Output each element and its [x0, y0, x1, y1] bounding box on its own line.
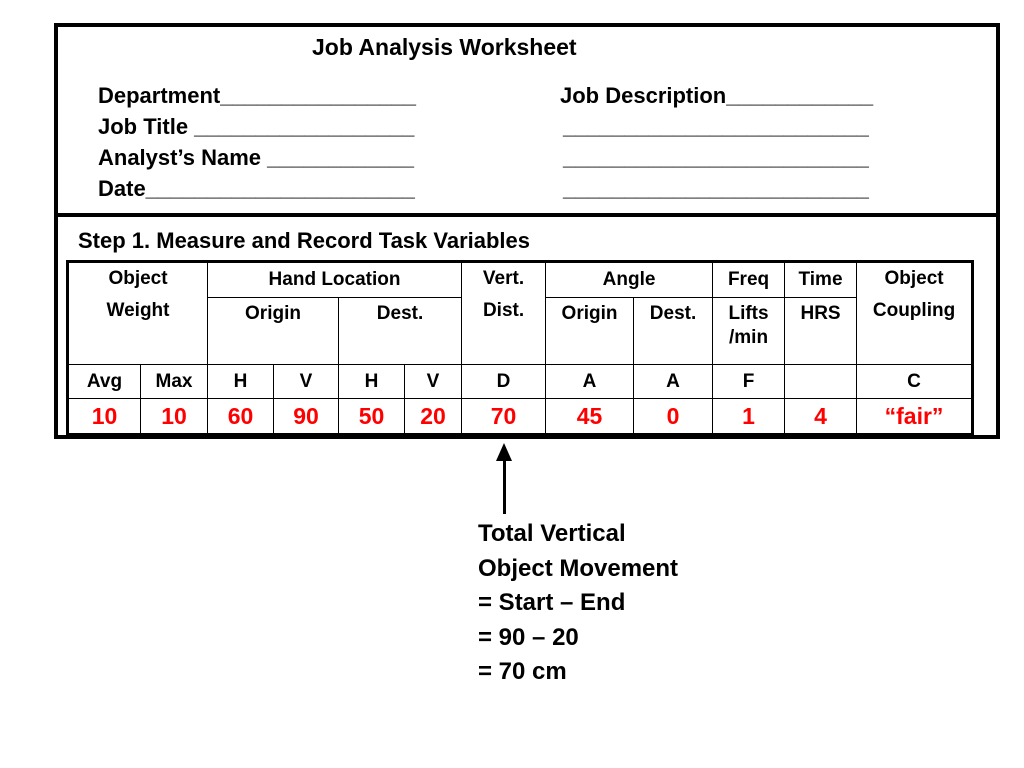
value-origin-h: 60 [208, 399, 274, 435]
value-coupling: “fair” [857, 399, 973, 435]
value-origin-v: 90 [274, 399, 339, 435]
value-freq: 1 [713, 399, 785, 435]
value-vert-dist: 70 [462, 399, 546, 435]
value-max-weight: 10 [141, 399, 208, 435]
symbol-origin-h: H [208, 365, 274, 399]
value-dest-v: 20 [405, 399, 462, 435]
value-avg-weight: 10 [68, 399, 141, 435]
symbol-time [785, 365, 857, 399]
note-line-1: Total Vertical [478, 520, 626, 547]
object-weight-header [68, 262, 208, 365]
symbol-f: F [713, 365, 785, 399]
symbol-angle-dest: A [634, 365, 713, 399]
object-weight-label-2: Weight [106, 300, 170, 321]
coupling-label-2: Coupling [872, 300, 956, 321]
note-line-4: = 90 – 20 [478, 623, 579, 651]
vert-dist-label-2: Dist. [482, 300, 525, 321]
symbol-avg: Avg [68, 365, 141, 399]
angle-origin-header: Origin [546, 298, 634, 365]
hand-dest-header: Dest. [339, 298, 462, 365]
time-unit-header: HRS [785, 298, 857, 365]
symbol-max: Max [141, 365, 208, 399]
analyst-name-field: Analyst’s Name ____________ [98, 145, 414, 170]
angle-dest-header: Dest. [634, 298, 713, 365]
job-description-line-2: _________________________ [563, 145, 869, 170]
job-description-line-3: _________________________ [563, 176, 869, 201]
symbol-d: D [462, 365, 546, 399]
vert-dist-header [462, 262, 546, 365]
symbol-c: C [857, 365, 973, 399]
value-angle-dest: 0 [634, 399, 713, 435]
freq-unit-header [713, 298, 785, 365]
vert-dist-label-1: Vert. [482, 268, 525, 289]
coupling-label-1: Object [884, 268, 944, 289]
date-field: Date______________________ [98, 176, 415, 201]
value-dest-h: 50 [339, 399, 405, 435]
freq-unit-label-2: /min [729, 327, 769, 348]
value-time: 4 [785, 399, 857, 435]
object-coupling-header [857, 262, 973, 365]
arrow-shaft [503, 458, 506, 514]
vertical-movement-note [478, 517, 678, 690]
object-weight-label-1: Object [108, 268, 168, 289]
symbol-dest-h: H [339, 365, 405, 399]
value-angle-origin: 45 [546, 399, 634, 435]
task-variables-table [66, 260, 974, 436]
step-title: Step 1. Measure and Record Task Variables [78, 228, 531, 253]
department-field: Department________________ [98, 83, 417, 108]
symbol-dest-v: V [405, 365, 462, 399]
hand-origin-header: Origin [208, 298, 339, 365]
job-description-line-1: _________________________ [563, 114, 869, 139]
time-header: Time [785, 262, 857, 298]
note-line-2: Object Movement [478, 554, 679, 582]
freq-unit-label-1: Lifts [728, 303, 769, 324]
angle-header: Angle [546, 262, 713, 298]
job-description-field: Job Description____________ [560, 83, 874, 108]
note-line-5: = 70 cm [478, 658, 567, 685]
symbol-origin-v: V [274, 365, 339, 399]
freq-header: Freq [713, 262, 785, 298]
hand-location-header: Hand Location [208, 262, 462, 298]
note-line-3: = Start – End [478, 589, 626, 616]
worksheet-title: Job Analysis Worksheet [312, 34, 577, 60]
job-title-field: Job Title __________________ [98, 114, 415, 139]
symbol-angle-origin: A [546, 365, 634, 399]
